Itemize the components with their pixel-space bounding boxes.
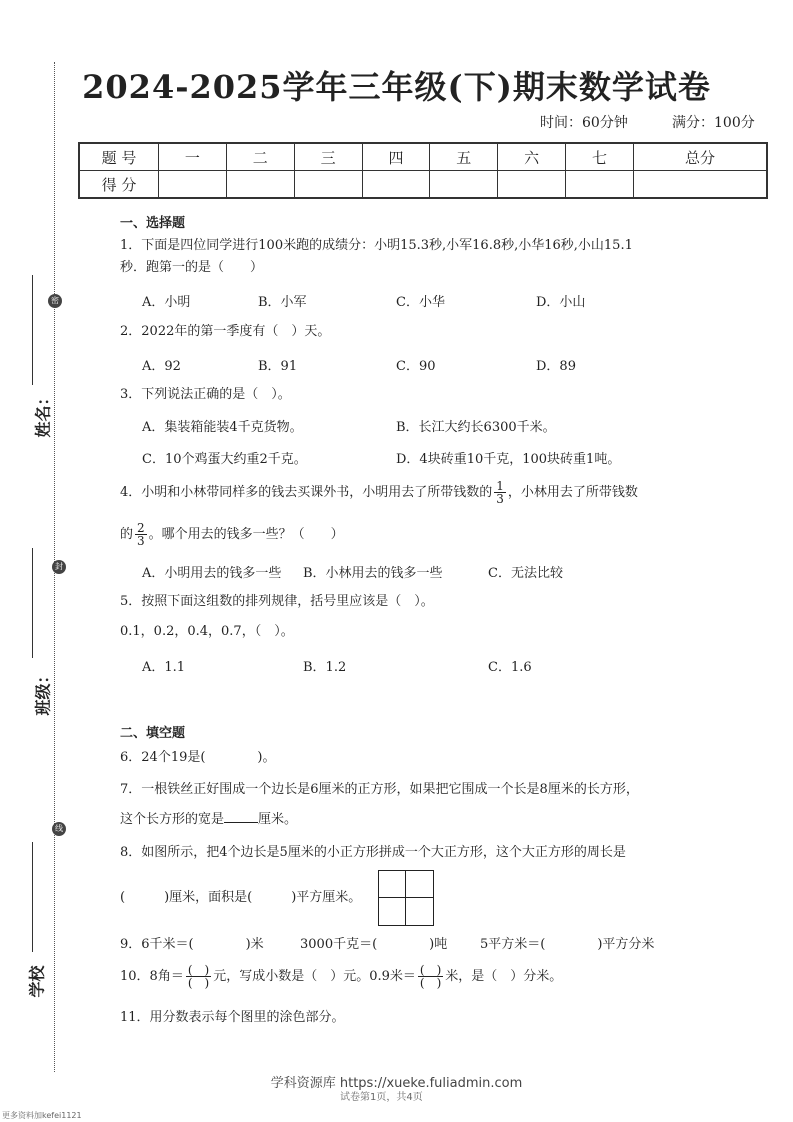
table-cell: 六 — [498, 143, 566, 171]
school-line — [32, 842, 34, 952]
q5-option-a[interactable]: A．1.1 — [142, 660, 186, 675]
q3-option-a[interactable]: A．集装箱能装4千克货物。 — [142, 420, 303, 435]
fraction-denominator: 3 — [137, 534, 145, 548]
score-table-score-row — [79, 171, 767, 199]
table-cell: 二 — [226, 143, 294, 171]
q4-line1 — [120, 480, 638, 505]
q9-part3: 5平方米＝( )平方分米 — [480, 937, 655, 952]
table-cell: 一 — [159, 143, 227, 171]
q7-line1: 7．一根铁丝正好围成一个边长是6厘米的正方形，如果把它围成一个长是8厘米的长方形， — [120, 782, 639, 797]
q10-text-c: 米，是（ ）分米。 — [445, 969, 563, 984]
q4-option-b[interactable]: B．小林用去的钱多一些 — [303, 566, 443, 581]
exam-time: 时间：60分钟 — [540, 115, 628, 131]
q2-option-d[interactable]: D．89 — [536, 359, 576, 374]
q4-text-2b: 。哪个用去的钱多一些？（ ） — [148, 527, 344, 542]
q10-text-b: 元，写成小数是（ ）元。0.9米＝ — [213, 969, 416, 984]
fraction-blank[interactable] — [186, 964, 211, 989]
q9-part1: 9．6千米＝( )米 — [120, 937, 264, 952]
q4-option-a[interactable]: A．小明用去的钱多一些 — [142, 566, 282, 581]
score-cell[interactable] — [633, 171, 767, 199]
answer-blank[interactable] — [224, 810, 258, 823]
q8-line1: 8．如图所示，把4个边长是5厘米的小正方形拼成一个大正方形，这个大正方形的周长是 — [120, 845, 626, 860]
score-cell[interactable] — [362, 171, 430, 199]
q7-text-pre: 这个长方形的宽是 — [120, 812, 225, 827]
page-title: 2024-2025学年三年级(下)期末数学试卷 — [82, 68, 711, 106]
class-line — [32, 548, 34, 658]
table-cell: 五 — [430, 143, 498, 171]
score-cell[interactable] — [430, 171, 498, 199]
school-label: 学校 — [27, 965, 47, 998]
q3-text: 3．下列说法正确的是（ ）。 — [120, 387, 291, 402]
full-score: 满分：100分 — [672, 115, 755, 131]
table-cell: 三 — [294, 143, 362, 171]
q8-line2: ( )厘米，面积是( )平方厘米。 — [120, 890, 362, 905]
q2-option-a[interactable]: A．92 — [142, 359, 181, 374]
q5-text: 5．按照下面这组数的排列规律，括号里应该是（ ）。 — [120, 594, 434, 609]
q11-text: 11．用分数表示每个图里的涂色部分。 — [120, 1010, 345, 1025]
score-table — [78, 142, 768, 199]
table-cell: 四 — [362, 143, 430, 171]
q1-option-b[interactable]: B．小军 — [258, 295, 307, 310]
q4-text-2a: 的 — [120, 527, 134, 542]
q1-option-c[interactable]: C．小华 — [396, 295, 445, 310]
section1-heading: 一、选择题 — [120, 216, 186, 231]
fraction-numerator: ( ) — [419, 963, 442, 977]
name-label: 姓名： — [33, 389, 53, 438]
fraction-two-thirds — [135, 522, 147, 547]
q5-option-c[interactable]: C．1.6 — [488, 660, 532, 675]
q4-line2 — [120, 522, 344, 547]
grid-divider-vertical — [405, 871, 406, 925]
name-line — [32, 275, 34, 385]
q3-option-d[interactable]: D．4块砖重10千克，100块砖重1吨。 — [396, 452, 621, 467]
corner-note: 更多资料加kefei1121 — [2, 1111, 82, 1120]
q2-option-b[interactable]: B．91 — [258, 359, 298, 374]
q1-option-a[interactable]: A．小明 — [142, 295, 191, 310]
class-label: 班级： — [33, 667, 53, 716]
table-cell: 七 — [566, 143, 634, 171]
seal-mark-xian: 线 — [52, 822, 66, 836]
score-cell[interactable] — [294, 171, 362, 199]
q9-part2: 3000千克＝( )吨 — [300, 937, 448, 952]
grid-divider-horizontal — [379, 897, 433, 898]
table-cell: 总分 — [633, 143, 767, 171]
fraction-denominator: 3 — [496, 492, 504, 506]
q1-line2: 秒．跑第一的是（ ） — [120, 260, 264, 275]
page-number: 试卷第1页，共4页 — [340, 1092, 423, 1103]
table-cell: 题 号 — [79, 143, 159, 171]
fraction-numerator: 1 — [496, 479, 504, 493]
q4-text-1a: 4．小明和小林带同样多的钱去买课外书，小明用去了所带钱数的 — [120, 485, 493, 500]
q10-line — [120, 964, 562, 989]
section2-heading: 二、填空题 — [120, 726, 186, 741]
fraction-one-third — [494, 480, 506, 505]
table-cell: 得 分 — [79, 171, 159, 199]
fraction-numerator: 2 — [137, 521, 145, 535]
score-cell[interactable] — [566, 171, 634, 199]
score-table-header-row — [79, 143, 767, 171]
q7-line2 — [120, 810, 297, 830]
q2-option-c[interactable]: C．90 — [396, 359, 436, 374]
footer-watermark: 学科资源库 https://xueke.fuliadmin.com — [270, 1076, 523, 1091]
score-cell[interactable] — [159, 171, 227, 199]
q1-option-d[interactable]: D．小山 — [536, 295, 586, 310]
fraction-denominator: ( ) — [187, 976, 210, 990]
score-cell[interactable] — [226, 171, 294, 199]
q1-line1: 1．下面是四位同学进行100米跑的成绩分：小明15.3秒,小军16.8秒,小华16秒,小山15.1 — [120, 238, 633, 253]
q3-option-c[interactable]: C．10个鸡蛋大约重2千克。 — [142, 452, 307, 467]
q4-text-1b: ，小林用去了所带钱数 — [507, 485, 638, 500]
q4-option-c[interactable]: C．无法比较 — [488, 566, 563, 581]
q5-option-b[interactable]: B．1.2 — [303, 660, 347, 675]
q3-option-b[interactable]: B．长江大约长6300千米。 — [396, 420, 556, 435]
q6-text: 6．24个19是( )。 — [120, 750, 276, 765]
score-cell[interactable] — [498, 171, 566, 199]
q7-text-post: 厘米。 — [258, 812, 298, 827]
q2-text: 2．2022年的第一季度有（ ）天。 — [120, 324, 331, 339]
seal-mark-mi: 密 — [48, 294, 62, 308]
seal-mark-feng: 封 — [52, 560, 66, 574]
fraction-denominator: ( ) — [419, 976, 442, 990]
fraction-numerator: ( ) — [187, 963, 210, 977]
q10-text-a: 10．8角＝ — [120, 969, 184, 984]
fraction-blank[interactable] — [418, 964, 443, 989]
q5-sequence: 0.1，0.2，0.4，0.7，（ ）。 — [120, 624, 294, 639]
four-square-figure — [378, 870, 434, 926]
